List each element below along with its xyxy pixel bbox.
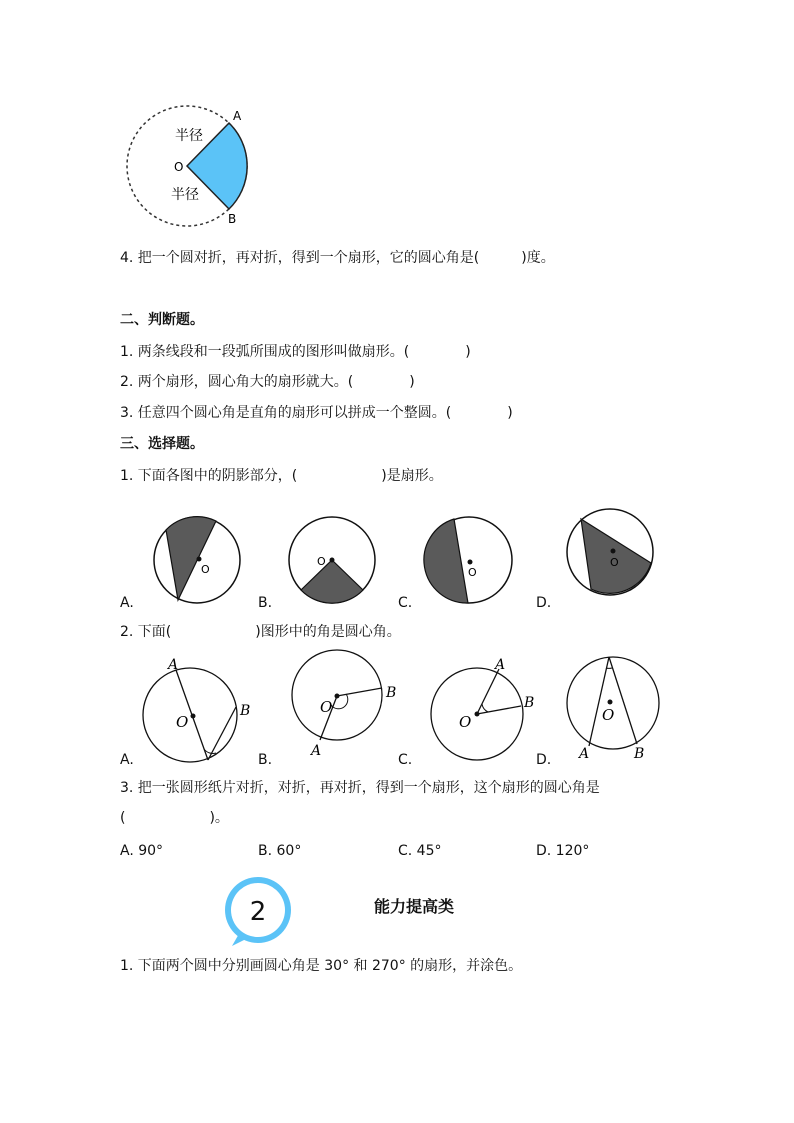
q1-option-a: A. (120, 595, 134, 611)
part2-question-1: 1. 下面两个圆中分别画圆心角是 30° 和 270° 的扇形，并涂色。 (120, 958, 523, 974)
judge-item-2: 2. 两个扇形，圆心角大的扇形就大。( ) (120, 374, 415, 390)
q2-figure-c (425, 652, 545, 764)
q1-figure-d (563, 508, 663, 603)
svg-text:B: B (386, 685, 397, 701)
q3-option-a: A. 90° (120, 843, 164, 859)
svg-text:A: A (579, 746, 590, 762)
question-4: 4. 把一个圆对折，再对折，得到一个扇形，它的圆心角是( )度。 (120, 250, 555, 266)
svg-text:O: O (320, 698, 333, 716)
q1-figure-b (285, 512, 385, 607)
choice-q3-line2: ( )。 (120, 810, 229, 826)
q2-option-b: B. (258, 752, 273, 768)
q3-option-b: B. 60° (258, 843, 302, 859)
svg-text:O: O (602, 706, 615, 724)
svg-text:B: B (634, 746, 645, 762)
svg-text:O: O (317, 555, 326, 568)
svg-text:B: B (524, 695, 535, 711)
choice-q3-line1: 3. 把一张圆形纸片对折，对折，再对折，得到一个扇形，这个扇形的圆心角是 (120, 780, 600, 796)
svg-text:A: A (311, 743, 322, 759)
svg-text:O: O (468, 566, 477, 579)
q2-option-d: D. (536, 752, 552, 768)
choice-q1-text: 1. 下面各图中的阴影部分，( )是扇形。 (120, 468, 443, 484)
svg-text:O: O (176, 713, 189, 731)
svg-text:O: O (459, 713, 472, 731)
q1-figure-c (422, 512, 522, 607)
label-A: A (233, 109, 242, 123)
sector-diagram (115, 105, 265, 230)
badge-number: 2 (249, 897, 267, 927)
label-B: B (228, 212, 237, 226)
svg-text:A: A (495, 657, 506, 673)
svg-text:O: O (201, 563, 210, 576)
q2-figure-b (280, 648, 400, 763)
q2-figure-a (140, 655, 260, 765)
label-O: O (174, 160, 184, 174)
q1-option-c: C. (398, 595, 413, 611)
svg-text:B: B (240, 703, 251, 719)
radius-label-bottom: 半径 (171, 187, 199, 203)
radius-label-top: 半径 (175, 128, 203, 144)
part2-heading: 能力提高类 (374, 897, 455, 916)
number-badge-icon (222, 874, 298, 950)
choice-q2-text: 2. 下面( )图形中的角是圆心角。 (120, 624, 401, 640)
q2-option-c: C. (398, 752, 413, 768)
judge-item-1: 1. 两条线段和一段弧所围成的图形叫做扇形。( ) (120, 344, 471, 360)
q1-figure-a (150, 512, 250, 607)
section-2-title: 二、判断题。 (120, 312, 204, 328)
svg-text:A: A (168, 657, 179, 673)
svg-text:O: O (610, 556, 619, 569)
q3-option-d: D. 120° (536, 843, 590, 859)
q2-figure-d (563, 652, 673, 764)
q2-option-a: A. (120, 752, 134, 768)
q1-option-b: B. (258, 595, 273, 611)
q1-option-d: D. (536, 595, 552, 611)
judge-item-3: 3. 任意四个圆心角是直角的扇形可以拼成一个整圆。( ) (120, 405, 513, 421)
section-3-title: 三、选择题。 (120, 436, 204, 452)
q3-option-c: C. 45° (398, 843, 442, 859)
